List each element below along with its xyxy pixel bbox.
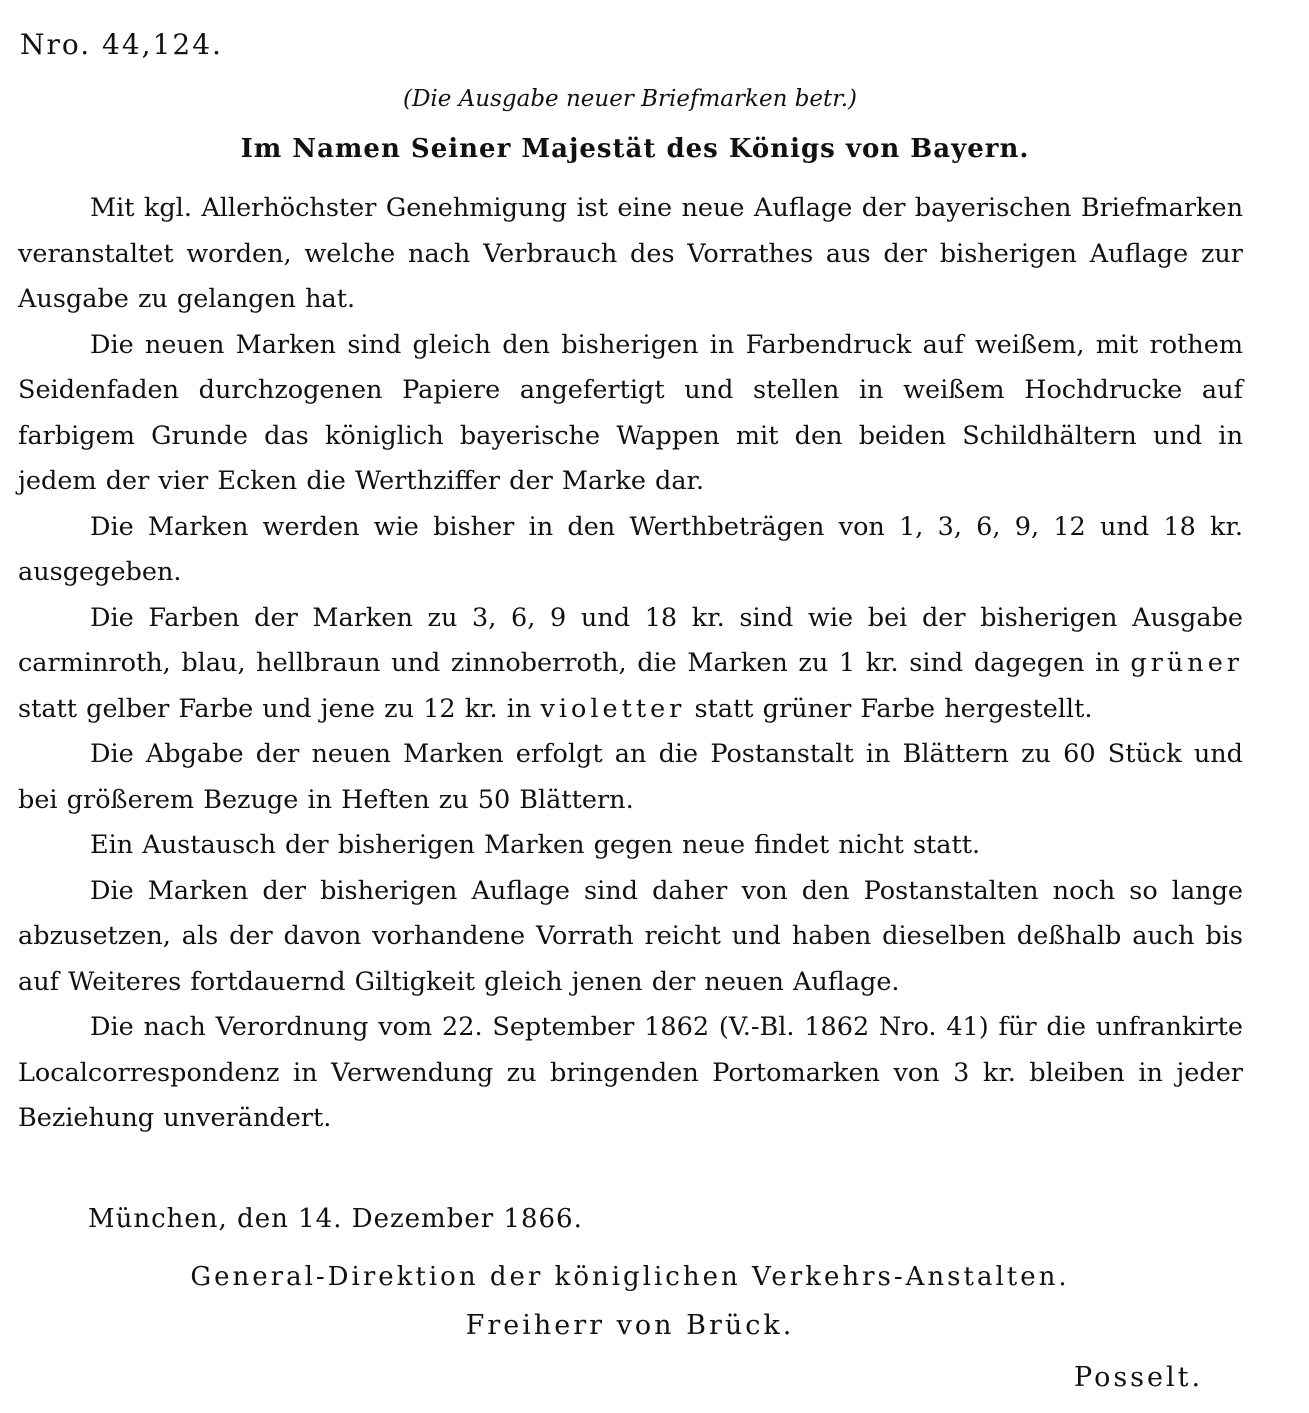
paragraph-3: Die Marken werden wie bisher in den Werthbeträgen von 1, 3, 6, 9, 12 und 18 kr. ausgegeben. bbox=[18, 511, 1243, 587]
paragraph-7: Die Marken der bisherigen Auflage sind daher von den Postanstalten noch so lange abzusetzen, als der davon vorhandene Vorrath reicht und haben dieselben deßhalb auch bis auf Weiteres fortdauernd Giltigkeit gleich jenen der neuen Auflage. bbox=[18, 875, 1243, 997]
paragraph-4-text-b: statt gelber Farbe und jene zu 12 kr. in bbox=[18, 693, 541, 724]
document-heading: Im Namen Seiner Majestät des Königs von Bayern. bbox=[240, 134, 1030, 164]
issuing-authority: General-Direktion der königlichen Verkehrs-Anstalten. bbox=[190, 1262, 1070, 1292]
paragraph-4-text-a: Die Farben der Marken zu 3, 6, 9 und 18 kr. sind wie bei der bisherigen Ausgabe carminroth, blau, hellbraun und zinnoberroth, die Marken zu 1 kr. sind dagegen in bbox=[18, 602, 1243, 678]
paragraph-8: Die nach Verordnung vom 22. September 1862 (V.-Bl. 1862 Nro. 41) für die unfrankirte Localcorrespondenz in Verwendung zu bringenden Portomarken von 3 kr. bleiben in jeder Beziehung unverändert. bbox=[18, 1012, 1243, 1133]
paragraph-4-emphasis-green: grüner bbox=[1130, 648, 1243, 678]
document-date: München, den 14. Dezember 1866. bbox=[88, 1204, 583, 1234]
document-number: Nro. 44,124. bbox=[20, 28, 223, 61]
paragraph-5: Die Abgabe der neuen Marken erfolgt an die Postanstalt in Blättern zu 60 Stück und bei größerem Bezuge in Heften zu 50 Blättern. bbox=[18, 739, 1243, 815]
paragraph-2: Die neuen Marken sind gleich den bisherigen in Farbendruck auf weißem, mit rothem Seidenfaden durchzogenen Papiere angefertigt und stellen in weißem Hochdrucke auf farbigem Grunde das königlich bayerische Wappen mit den beiden Schildhältern und in jedem der vier Ecken die Werthziffer der Marke dar. bbox=[18, 329, 1243, 496]
paragraph-4 bbox=[18, 596, 1243, 733]
signatory-secondary: Posselt. bbox=[1074, 1362, 1204, 1393]
paragraph-4-text-c: statt grüner Farbe hergestellt. bbox=[685, 693, 1093, 724]
paragraph-1: Mit kgl. Allerhöchster Genehmigung ist eine neue Auflage der bayerischen Briefmarken veranstaltet worden, welche nach Verbrauch des Vorrathes aus der bisherigen Auflage zur Ausgabe zu gelangen hat. bbox=[18, 193, 1243, 314]
document-body bbox=[18, 186, 1243, 1142]
paragraph-6: Ein Austausch der bisherigen Marken gegen neue findet nicht statt. bbox=[90, 830, 981, 860]
paragraph-4-emphasis-violet: violetter bbox=[540, 693, 686, 724]
signatory-primary: Freiherr von Brück. bbox=[465, 1310, 795, 1341]
document-subject: (Die Ausgabe neuer Briefmarken betr.) bbox=[402, 86, 858, 112]
